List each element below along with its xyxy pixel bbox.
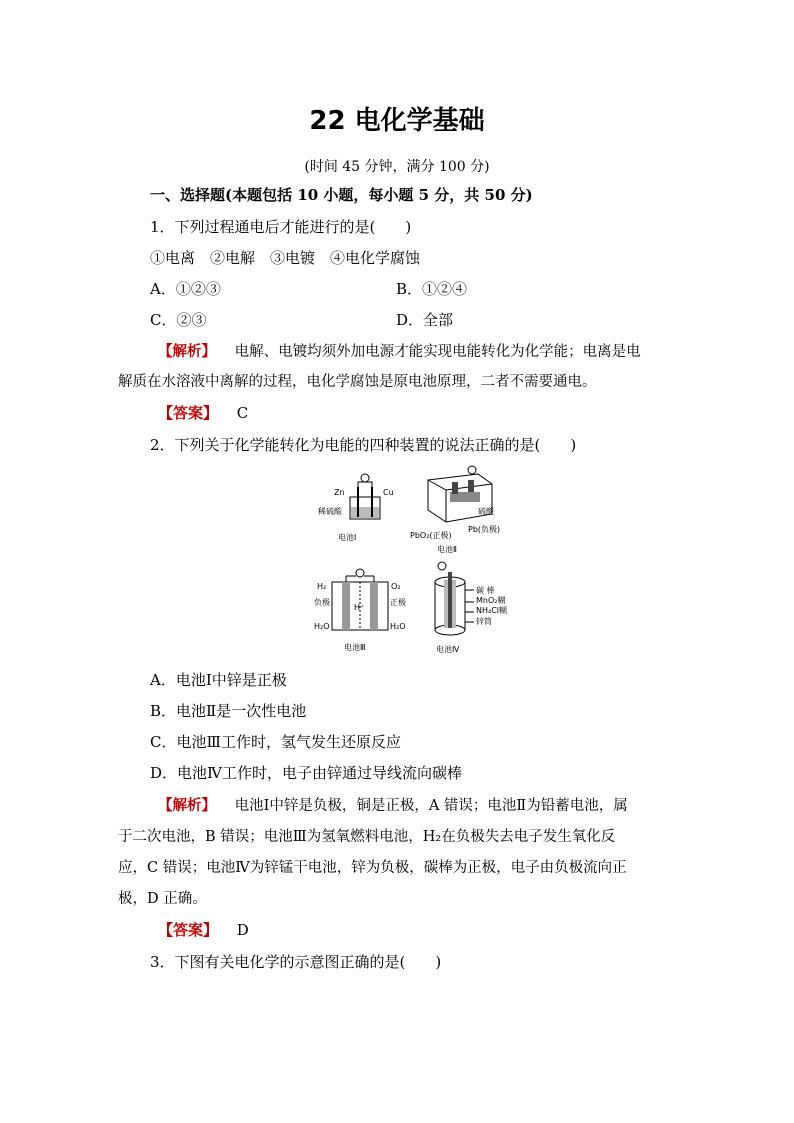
q2-analysis-line2: 于二次电池，B 错误；电池Ⅲ为氢氧燃料电池，H₂在负极失去电子发生氧化反: [118, 829, 616, 845]
cell2-caption: 电池Ⅱ: [437, 545, 457, 554]
q3-stem: 3．下图有关电化学的示意图正确的是( ): [150, 953, 442, 971]
q2-option-b: B．电池Ⅱ是一次性电池: [150, 702, 307, 720]
q1-answer: C: [236, 404, 249, 422]
cell4-mno2-label: MnO₂糊: [476, 596, 506, 605]
cell2-pos-label: PbO₂(正极): [410, 531, 452, 540]
q1-analysis-line2: 解质在水溶液中离解的过程，电化学腐蚀是原电池原理，二者不需要通电。: [118, 374, 597, 390]
cell3-pos-label: 正极: [390, 598, 406, 607]
cell-4-diagram: [435, 562, 507, 654]
section-heading: 一、选择题(本题包括 10 小题，每小题 5 分，共 50 分): [150, 186, 533, 204]
cell3-hplus-label: H⁺: [354, 603, 365, 612]
q1-option-d: D．全部: [396, 311, 454, 329]
q1-items: ①电离 ②电解 ③电镀 ④电化学腐蚀: [150, 249, 421, 267]
q2-analysis-line3: 应，C 错误；电池Ⅳ为锌锰干电池，锌为负极，碳棒为正极，电子由负极流向正: [118, 860, 627, 876]
cell3-h2-label: H₂: [317, 582, 327, 591]
q2-option-a: A．电池Ⅰ中锌是正极: [150, 671, 287, 689]
q2-analysis-tag: 【解析】: [158, 797, 216, 814]
cell3-water-left: H₂O: [314, 622, 330, 631]
q1-option-a: A．①②③: [150, 280, 221, 298]
q2-option-c: C．电池Ⅲ工作时，氢气发生还原反应: [150, 733, 401, 751]
q1-answer-tag: 【答案】: [158, 404, 219, 422]
cell1-acid-label: 稀硫酸: [318, 507, 342, 516]
q2-answer-tag: 【答案】: [158, 921, 219, 939]
cell3-neg-label: 负极: [314, 598, 330, 607]
cell4-carbon-label: 碳 棒: [476, 586, 495, 595]
cell3-water-right: H₂O: [390, 622, 406, 631]
q1-analysis-tag: 【解析】: [158, 343, 216, 360]
cell1-cu-label: Cu: [383, 488, 394, 497]
q2-option-d: D．电池Ⅳ工作时，电子由锌通过导线流向碳棒: [150, 764, 463, 782]
cell2-acid-label: 硫酸: [478, 507, 494, 516]
q1-analysis-line1: 电解、电镀均须外加电源才能实现电能转化为化学能；电离是电: [234, 344, 641, 360]
q2-answer: D: [236, 921, 249, 939]
cell4-zinc-label: 锌筒: [476, 617, 492, 626]
cell-1-diagram: [318, 474, 394, 542]
cell3-caption: 电池Ⅲ: [344, 643, 366, 652]
cell2-neg-label: Pb(负极): [468, 525, 501, 534]
q1-stem: 1．下列过程通电后才能进行的是( ): [150, 218, 412, 236]
q2-stem: 2．下列关于化学能转化为电能的四种装置的说法正确的是( ): [150, 436, 577, 454]
cell4-caption: 电池Ⅳ: [436, 645, 460, 654]
cell-3-diagram: [314, 569, 406, 652]
cell-2-diagram: [410, 466, 500, 554]
cell4-nh4cl-label: NH₄Cl糊: [476, 606, 508, 615]
cell3-o2-label: O₂: [391, 582, 401, 591]
page-title: 22 电化学基础: [309, 106, 485, 136]
q1-option-b: B．①②④: [396, 280, 468, 298]
cell1-zn-label: Zn: [334, 488, 345, 497]
q1-option-c: C．②③: [150, 311, 207, 329]
q2-analysis-line4: 极，D 正确。: [118, 891, 207, 907]
battery-figure: [300, 462, 530, 658]
subtitle: (时间 45 分钟，满分 100 分): [304, 159, 490, 175]
q2-analysis-line1: 电池Ⅰ中锌是负极，铜是正极，A 错误；电池Ⅱ为铅蓄电池，属: [234, 798, 628, 814]
cell1-caption: 电池Ⅰ: [338, 533, 357, 542]
